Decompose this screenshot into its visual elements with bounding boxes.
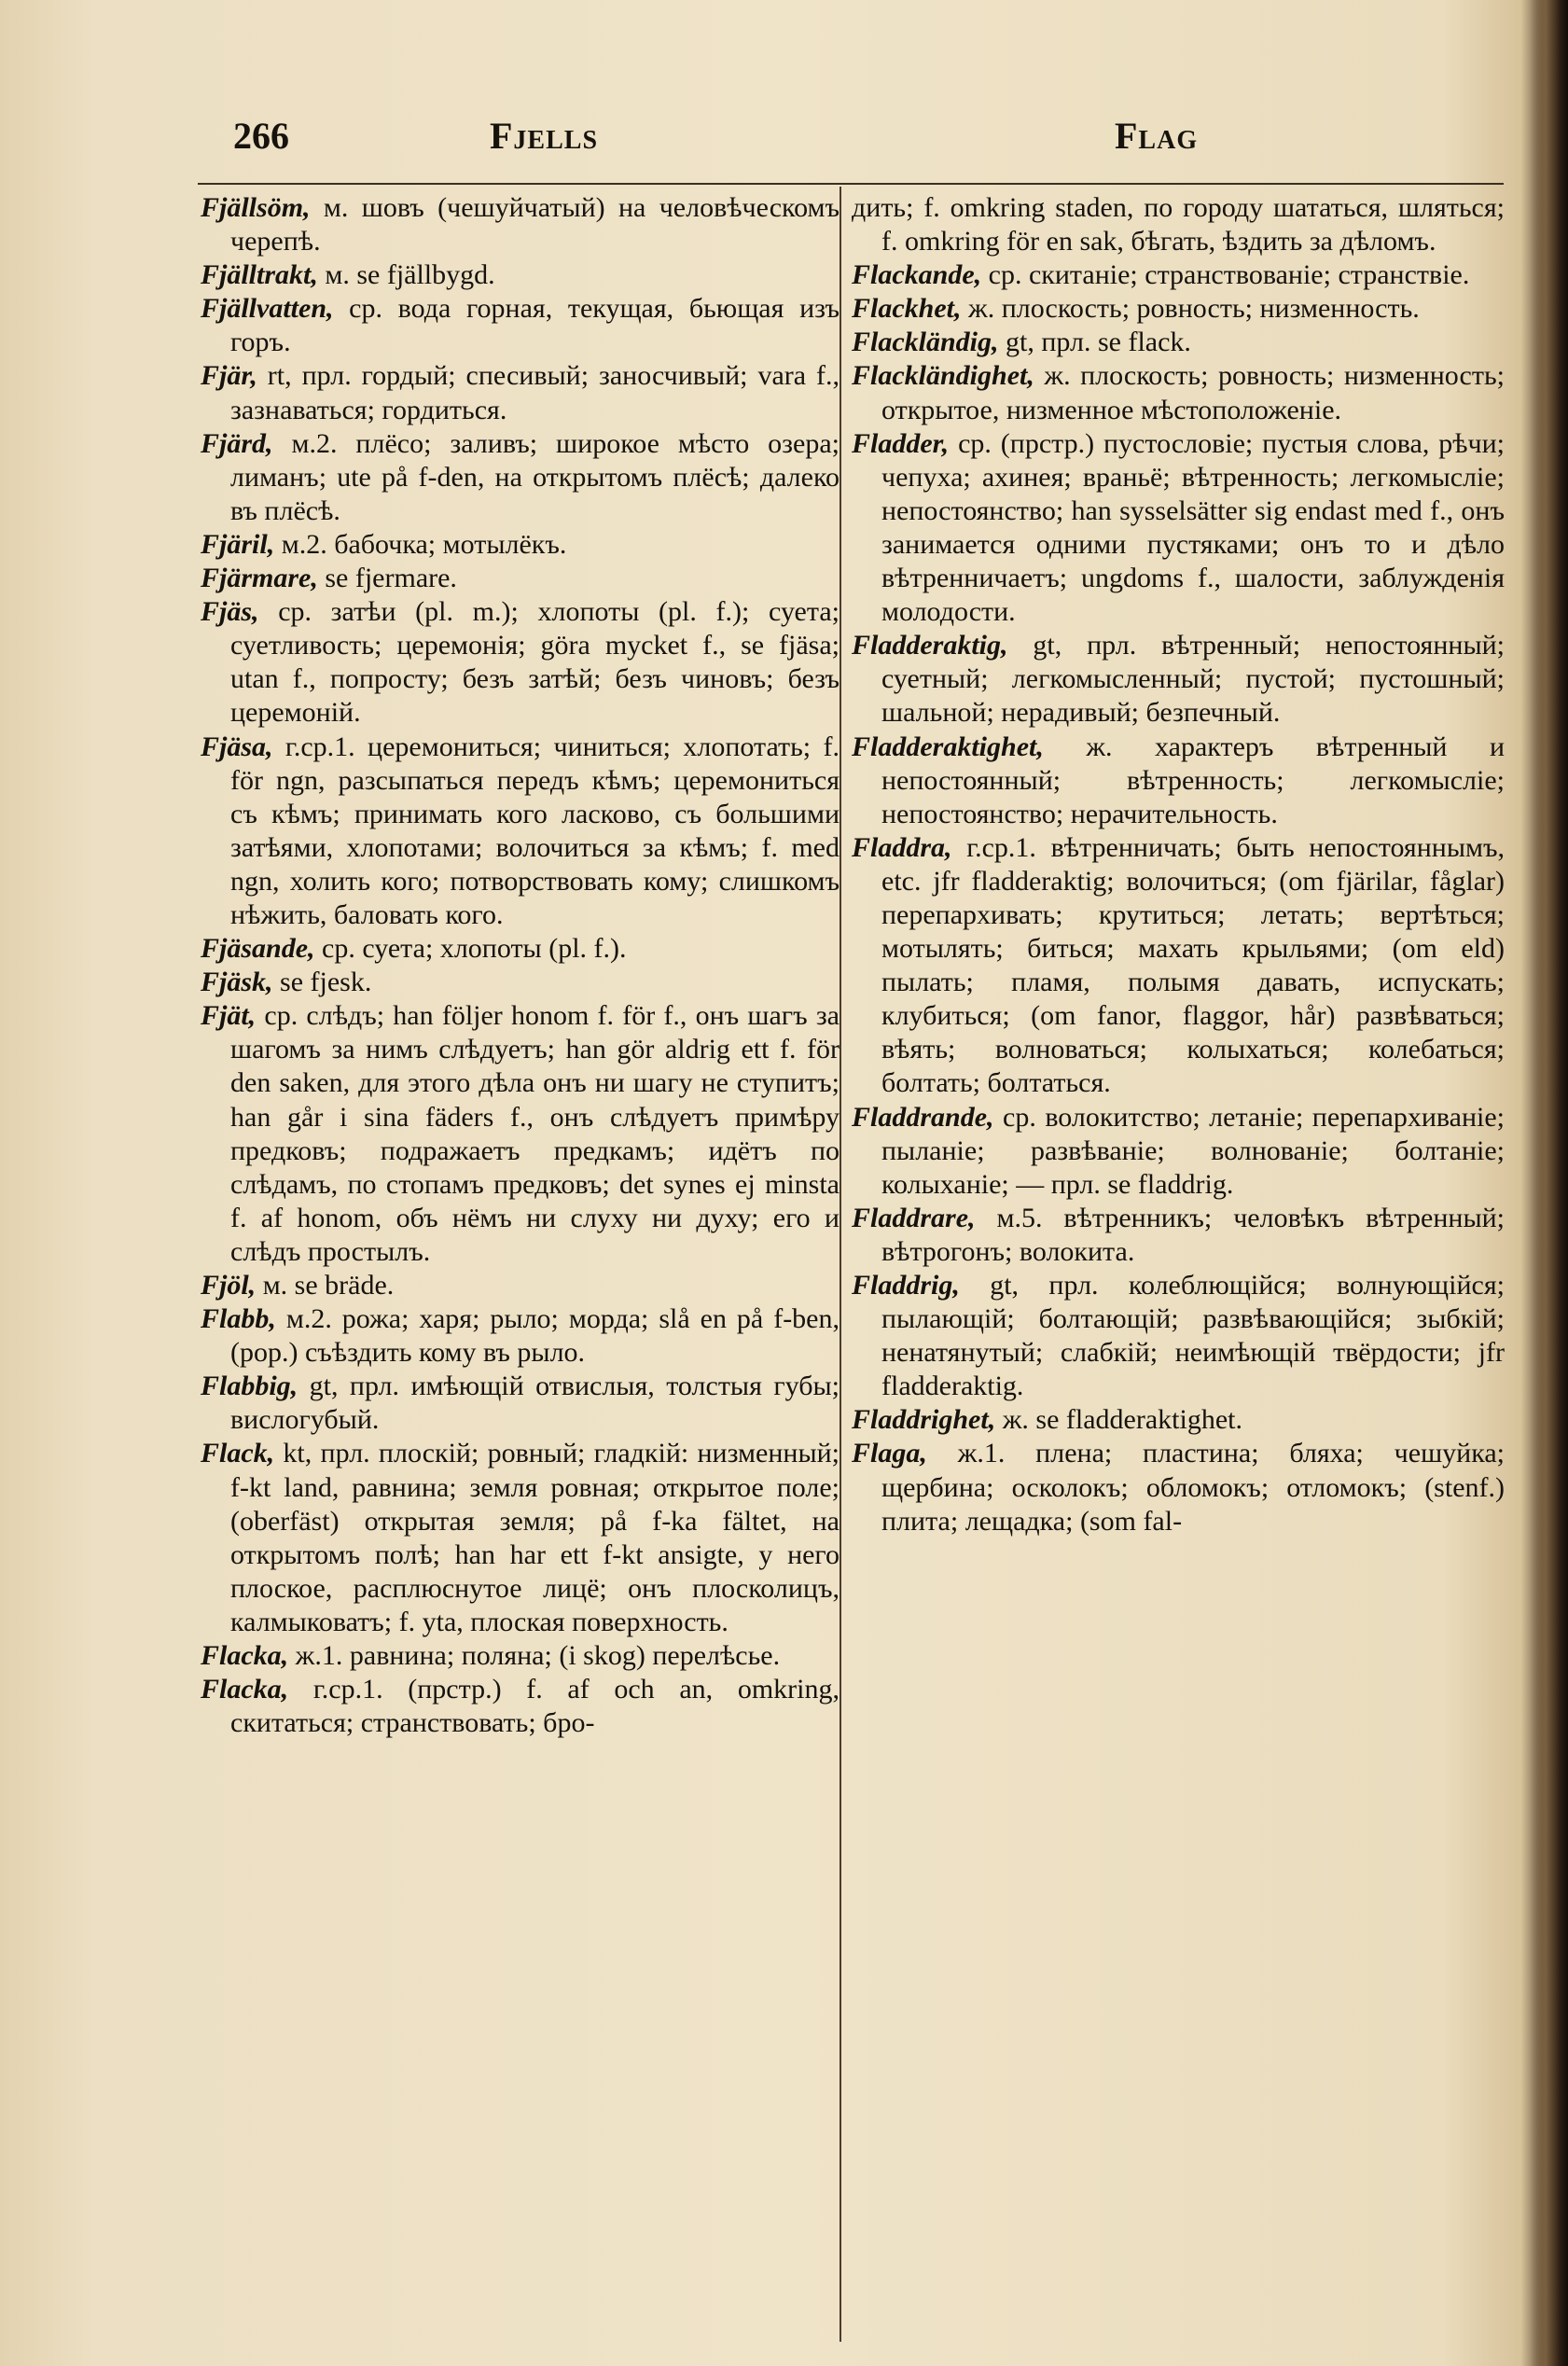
dictionary-entry [852, 1101, 1505, 1202]
page-number: 266 [233, 115, 289, 157]
entry-definition: м. se fjällbygd. [317, 259, 495, 291]
entry-headword: Flackländig, [852, 327, 999, 358]
dictionary-entry [201, 427, 840, 528]
entry-definition: дить; f. omkring staden, по городу шататься, шляться; f. omkring för en sak, бѣгать, ѣздить за дѣломъ. [852, 192, 1505, 257]
entry-definition: ср. суета; хлопоты (pl. f.). [314, 933, 627, 965]
dictionary-entry [201, 1437, 840, 1639]
dictionary-entry [201, 562, 840, 595]
entry-definition: г.ср.1. церемониться; чиниться; хлопотать; f. för ngn, разсыпаться передъ кѣмъ; церемониться съ кѣмъ; принимать кого ласково, съ большими затѣями, хлопотами; волочиться за кѣмъ; f. med ngn, холить кого; потворствовать кому; слишкомъ нѣжить, баловать кого. [230, 731, 840, 930]
entry-headword: Fjärmare, [201, 563, 318, 594]
entry-definition: ср. затѣи (pl. m.); хлопоты (pl. f.); суета; суетливость; церемонія; göra mycket f., se fjäsa; utan f., попросту; безъ затѣй; безъ чиновъ; безъ церемоній. [230, 596, 840, 729]
header-rule [198, 183, 1504, 185]
entry-headword: Fjärd, [201, 427, 273, 459]
entry-definition: ж. se fladderaktighet. [995, 1404, 1243, 1436]
entry-definition: gt, прл. вѣтренный; непостоянный; суетный; легкомысленный; пустой; пустошный; шальной; нерадивый; безпечный. [881, 630, 1505, 729]
dictionary-entry [852, 258, 1505, 292]
dictionary-entry [201, 1639, 840, 1673]
entry-headword: Fjäs, [201, 596, 259, 628]
entry-definition: ср. скитаніе; странствованіе; странствіе. [981, 259, 1470, 291]
dictionary-entry [852, 629, 1505, 730]
entry-headword: Fjäril, [201, 528, 275, 560]
entry-headword: Flaga, [852, 1438, 927, 1469]
entry-definition: ж.1. плена; пластина; бляха; чешуйка; щербина; осколокъ; обломокъ; отломокъ; (stenf.) плита; лещадка; (som fal- [881, 1438, 1505, 1537]
dictionary-entry [201, 258, 840, 292]
entry-definition: ср. (прстр.) пустословіе; пустыя слова, рѣчи; чепуха; ахинея; враньё; вѣтренность; легкомысліе; непостоянство; han sysselsätter sig endast med f., онъ занимается одними пустяками; онъ то и дѣло вѣтренничаетъ; ungdoms f., шалости, заблужденія молодости. [881, 427, 1505, 628]
entry-definition: м.2. рожа; харя; рыло; морда; slå en på f-ben, (рор.) съѣздить кому въ рыло. [230, 1303, 840, 1369]
entry-headword: Flabb, [201, 1303, 276, 1335]
right-column [852, 191, 1505, 2346]
dictionary-entry [852, 1269, 1505, 1403]
entry-headword: Flacka, [201, 1640, 289, 1672]
entry-headword: Fladdrighet, [852, 1404, 996, 1436]
dictionary-entry [852, 1403, 1505, 1437]
entry-headword: Fladdrig, [852, 1270, 960, 1301]
entry-definition: kt, прл. плоскій; ровный; гладкій: низменный; f-kt land, равнина; земля ровная; открытое поле; (oberfäst) открытая земля; på f-ka fältet, на открытомъ полѣ; han har ett f-kt ansigte, у него плоское, расплюснутое лицё; онъ плосколицъ, калмыковатъ; f. yta, плоская поверхность. [230, 1438, 840, 1637]
entry-headword: Fjäsande, [201, 933, 315, 965]
entry-headword: Fjöl, [201, 1270, 257, 1301]
entry-definition: rt, прл. гордый; спесивый; заносчивый; vara f., зазнаваться; гордиться. [230, 360, 840, 425]
entry-headword: Fladderaktig, [852, 630, 1008, 661]
entry-definition: м. se bräde. [256, 1270, 395, 1301]
entry-headword: Fladdrare, [852, 1202, 976, 1233]
entry-definition: ж.1. равнина; поляна; (i skog) перелѣсье. [288, 1640, 781, 1672]
column-divider [840, 187, 841, 2342]
entry-headword: Flackande, [852, 259, 982, 291]
left-guide-word: Fjells [490, 115, 599, 157]
dictionary-entry [852, 359, 1505, 426]
entry-definition: gt, прл. имѣющій отвислыя, толстыя губы; вислогубый. [230, 1371, 840, 1436]
dictionary-entry [201, 191, 840, 258]
dictionary-entry [201, 292, 840, 359]
page-edge-shadow [1531, 0, 1568, 2366]
entry-definition: se fjesk. [272, 967, 372, 998]
entry-definition: ср. вода горная, текущая, бьющая изъ горъ. [230, 293, 840, 358]
entry-definition: м.5. вѣтренникъ; человѣкъ вѣтренный; вѣтрогонъ; волокита. [881, 1202, 1505, 1267]
dictionary-entry [852, 292, 1505, 326]
entry-headword: Fladdra, [852, 831, 952, 863]
dictionary-entry [201, 528, 840, 562]
entry-definition: м. шовъ (чешуйчатый) на человѣческомъ черепѣ. [230, 192, 840, 257]
entry-definition: ср. волокитство; летаніе; перепархиваніе; пыланіе; развѣваніе; волнованіе; болтаніе; колыханіе; — прл. se fladdrig. [881, 1101, 1505, 1200]
dictionary-entry [201, 999, 840, 1269]
entry-headword: Fjäsk, [201, 967, 273, 998]
dictionary-entry [201, 731, 840, 933]
dictionary-entry [852, 191, 1505, 258]
entry-definition: se fjermare. [317, 563, 457, 594]
dictionary-entry [201, 1370, 840, 1437]
entry-headword: Fladder, [852, 427, 950, 459]
left-column [201, 191, 840, 2346]
entry-headword: Flabbig, [201, 1371, 298, 1402]
entry-definition: г.ср.1. (прстр.) f. af och an, omkring, скитаться; странствовать; бро- [230, 1674, 840, 1739]
dictionary-entry [201, 595, 840, 730]
entry-definition: г.ср.1. вѣтренничать; быть непостояннымъ, etc. jfr fladderaktig; волочиться; (om fjärilar, fåglar) перепархивать; крутиться; летать; вертѣться; мотылять; биться; махать крыльями; (om eld) пылать; пламя, полымя давать, испускать; клубиться; (om fanor, flaggor, hår) развѣваться; вѣять; волноваться; колыхаться; колебаться; болтать; болтаться. [881, 831, 1505, 1099]
entry-headword: Fjät, [201, 1000, 257, 1032]
running-header [233, 114, 1488, 170]
entry-definition: ж. характеръ вѣтренный и непостоянный; вѣтренность; легкомысліе; непостоянство; нерачительность. [881, 731, 1505, 829]
entry-definition: ж. плоскость; ровность; низменность. [961, 293, 1420, 325]
dictionary-entry [852, 326, 1505, 359]
entry-headword: Flackländighet, [852, 360, 1034, 392]
dictionary-entry [201, 932, 840, 966]
entry-headword: Fjäsa, [201, 731, 273, 762]
dictionary-entry [201, 1269, 840, 1302]
entry-headword: Flack, [201, 1438, 275, 1469]
entry-headword: Flacka, [201, 1674, 289, 1705]
entry-headword: Fladderaktighet, [852, 731, 1044, 762]
entry-definition: gt, прл. se flack. [998, 327, 1191, 358]
entry-headword: Fjälltrakt, [201, 259, 318, 291]
entry-definition: gt, прл. колеблющійся; волнующійся; пылающій; болтающій; развѣвающійся; зыбкій; ненатянутый; слабкій; неимѣющій твёрдости; jfr fladderaktig. [881, 1270, 1505, 1402]
dictionary-entry [201, 966, 840, 999]
dictionary-entry [852, 731, 1505, 831]
entry-headword: Flackhet, [852, 293, 962, 325]
dictionary-entry [201, 1673, 840, 1740]
dictionary-entry [852, 427, 1505, 630]
entry-definition: ж. плоскость; ровность; низменность; открытое, низменное мѣстоположеніе. [881, 360, 1505, 425]
right-guide-word: Flag [1115, 115, 1199, 157]
entry-headword: Fladdrande, [852, 1101, 994, 1133]
dictionary-entry [852, 831, 1505, 1101]
entry-headword: Fjär, [201, 360, 257, 392]
dictionary-entry [852, 1202, 1505, 1269]
dictionary-entry [852, 1437, 1505, 1538]
entry-headword: Fjällvatten, [201, 293, 334, 325]
entry-headword: Fjällsöm, [201, 192, 311, 223]
entry-definition: м.2. плёсо; заливъ; широкое мѣсто озера; лиманъ; ute på f-den, на открытомъ плёсѣ; далеко въ плёсѣ. [230, 427, 840, 526]
dictionary-entry [201, 1302, 840, 1370]
entry-definition: ср. слѣдъ; han följer honom f. för f., онъ шагъ за шагомъ за нимъ слѣдуетъ; han gör aldrig ett f. för den saken, для этого дѣла онъ ни шагу не ступитъ; han går i sina fäders f., онъ слѣдуетъ примѣру предковъ; подражаетъ предкамъ; идётъ по слѣдамъ, по стопамъ предковъ; det synes ej minsta f. af honom, объ нёмъ ни слуху ни духу; его и слѣдъ простылъ. [230, 1000, 840, 1267]
entry-definition: м.2. бабочка; мотылёкъ. [274, 528, 567, 560]
dictionary-entry [201, 359, 840, 426]
